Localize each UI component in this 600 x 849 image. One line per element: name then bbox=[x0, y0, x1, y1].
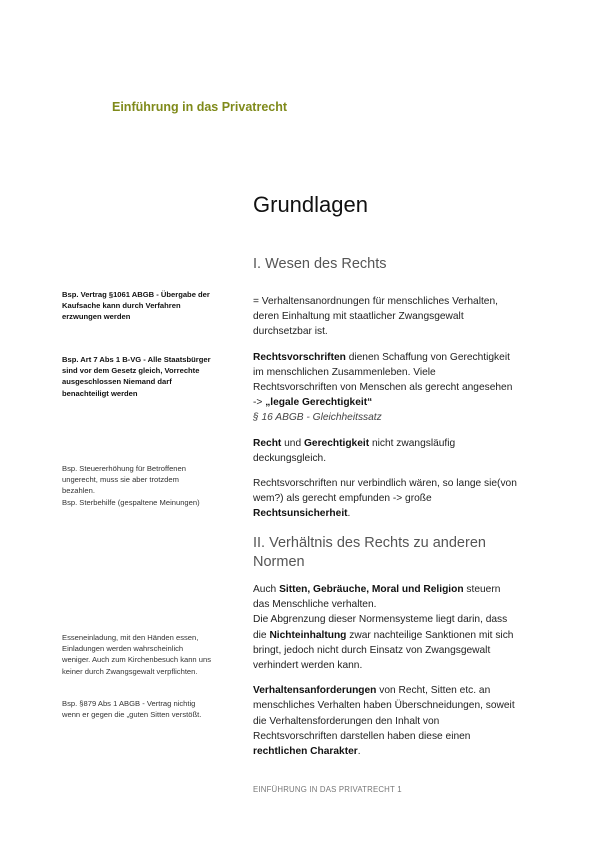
section-1-body bbox=[253, 294, 518, 522]
margin-note-sitten: Esseneinladung, mit den Händen essen, Einladungen werden wahrscheinlich weniger. Auch zum Kirchenbesuch kann uns keiner durch Zwangsgewalt verpflichten. bbox=[62, 633, 212, 676]
law-reference: § 16 ABGB - Gleichheitssatz bbox=[253, 412, 382, 424]
term: Gerechtigkeit bbox=[303, 437, 370, 449]
rechtsvorschriften-paragraph: Rechtsvorschriften dienen Schaffung von Gerechtigkeit im menschlichen Zusammenleben. Viele Rechtsvorschriften von Menschen als gerecht angesehen -> „legale Gerechtigkeit“ § 16 ABGB - Gleichheitssatz bbox=[253, 351, 513, 424]
term: Verhaltensanforderungen bbox=[253, 685, 377, 697]
term: Rechtsvorschriften bbox=[253, 351, 346, 363]
verhaltensanforderungen-paragraph: Verhaltensanforderungen von Recht, Sitten etc. an menschliches Verhalten haben Überschneidungen, soweit die Verhaltensforderungen den Inhalt von Rechtsvorschriften darstellen haben diese einen rechtlichen Charakter. bbox=[253, 685, 515, 758]
note-steuer: Bsp. Steuererhöhung für Betroffenen ungerecht, muss sie aber trotzdem bezahlen. bbox=[62, 464, 186, 496]
section-heading-1: I. Wesen des Rechts bbox=[253, 256, 387, 272]
term: Recht bbox=[253, 437, 282, 449]
page-footer: EINFÜHRUNG IN DAS PRIVATRECHT 1 bbox=[253, 785, 402, 794]
term: Nichteinhaltung bbox=[269, 629, 347, 641]
page-title: Grundlagen bbox=[253, 192, 368, 217]
definition-paragraph: = Verhaltensanordnungen für menschliches Verhalten, deren Einhaltung mit staatlicher Zwangsgewalt durchsetzbar ist. bbox=[253, 296, 498, 338]
rechtsunsicherheit-paragraph: Rechtsvorschriften nur verbindlich wären, so lange sie(von wem?) als gerecht empfunden -> große Rechtsunsicherheit. bbox=[253, 478, 517, 520]
section-heading-2: II. Verhältnis des Rechts zu anderen Normen bbox=[253, 535, 486, 570]
term: Sitten, Gebräuche, Moral und Religion bbox=[279, 584, 464, 595]
term: rechtlichen Charakter bbox=[253, 746, 358, 758]
term: „legale Gerechtigkeit“ bbox=[265, 397, 373, 409]
normensysteme-paragraph: Auch Sitten, Gebräuche, Moral und Religion steuern das Menschliche verhalten. Die Abgrenzung dieser Normensysteme liegt darin, dass die Nichteinhaltung zwar nachteilige Sanktionen mit sich bringt, jedoch nicht durch Einsatz von Zwangsgewalt verhindert werden kann. bbox=[253, 584, 514, 672]
note-sterbehilfe: Bsp. Sterbehilfe (gespaltene Meinungen) bbox=[62, 497, 200, 507]
course-header: Einführung in das Privatrecht bbox=[112, 100, 288, 114]
recht-gerechtigkeit-paragraph: Recht und Gerechtigkeit nicht zwangsläufig deckungsgleich. bbox=[253, 437, 456, 464]
margin-note-beispiele bbox=[62, 463, 212, 508]
section-2-body bbox=[253, 582, 518, 759]
margin-note-vertrag: Bsp. Vertrag §1061 ABGB - Übergabe der Kaufsache kann durch Verfahren erzwungen werden bbox=[62, 290, 210, 322]
term: Rechtsunsicherheit bbox=[253, 508, 348, 520]
margin-note-art7: Bsp. Art 7 Abs 1 B-VG - Alle Staatsbürger sind vor dem Gesetz gleich, Vorrechte ausgeschlossen Niemand darf benachteiligt werden bbox=[62, 355, 211, 398]
margin-note-879: Bsp. §879 Abs 1 ABGB - Vertrag nichtig wenn er gegen die „guten Sitten verstößt. bbox=[62, 699, 202, 720]
